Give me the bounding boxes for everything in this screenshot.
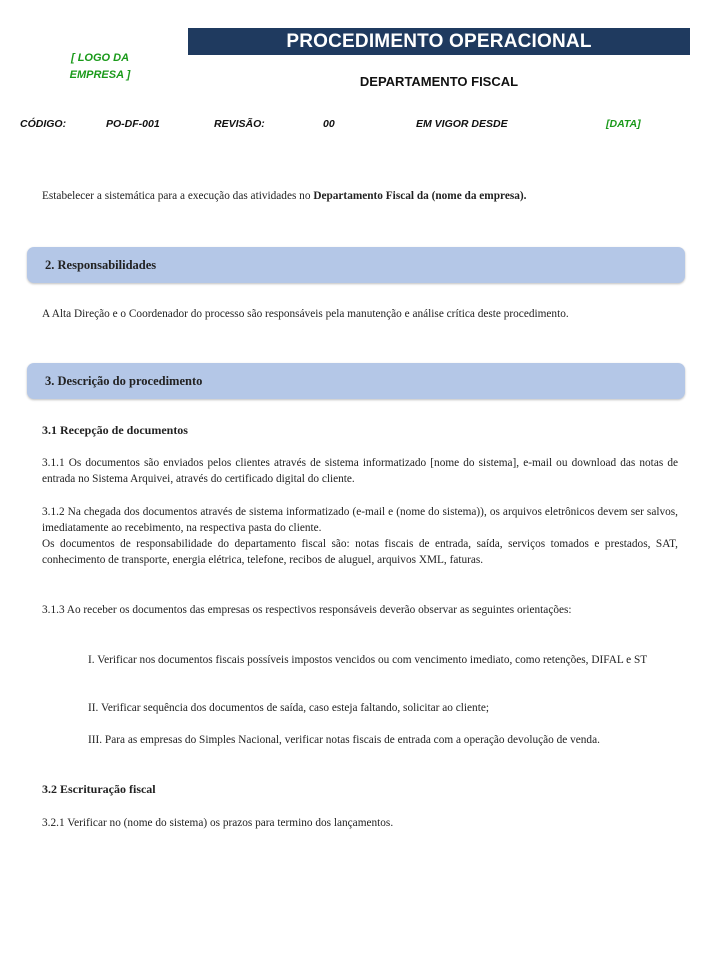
section-title: 3. Descrição do procedimento (45, 373, 203, 388)
list-item: I. Verificar nos documentos fiscais possíveis impostos vencidos ou com vencimento imediato, como retenções, DIFAL e ST (88, 654, 648, 666)
paragraph-3-1-3: 3.1.3 Ao receber os documentos das empresas os respectivos responsáveis deverão observar as seguintes orientações: (42, 604, 572, 616)
codigo-value: PO-DF-001 (106, 118, 160, 130)
document-title: PROCEDIMENTO OPERACIONAL (188, 28, 690, 55)
vigor-label: EM VIGOR DESDE (416, 118, 508, 130)
document-meta-row (0, 118, 720, 134)
paragraph-3-1-2-documents: Os documentos de responsabilidade do departamento fiscal são: notas fiscais de entrada, saída, serviços tomados e prestados, SAT, conhecimento de transporte, energia elétrica, telefone, recibos de aluguel, arquivos XML, faturas. (42, 538, 678, 566)
paragraph-3-1-1: 3.1.1 Os documentos são enviados pelos clientes através de sistema informatizado [nome do sistema], e-mail ou download das notas de entrada no Sistema Arquivei, através do certificado digital do cliente. (42, 457, 678, 485)
subsection-escrituracao-title: 3.2 Escrituração fiscal (42, 782, 156, 796)
revisao-value: 00 (323, 118, 335, 130)
objective-text-bold: Departamento Fiscal da (nome da empresa). (313, 190, 527, 202)
section-descricao-header (27, 363, 685, 399)
responsabilidades-paragraph: A Alta Direção e o Coordenador do processo são responsáveis pela manutenção e análise crítica deste procedimento. (42, 308, 569, 320)
paragraph-3-1-2: 3.1.2 Na chegada dos documentos através de sistema informatizado (e-mail e (nome do sistema)), os arquivos eletrônicos devem ser salvos, imediatamente ao recebimento, na respectiva pasta do cliente. (42, 506, 678, 534)
list-item: III. Para as empresas do Simples Nacional, verificar notas fiscais de entrada com a operação devolução de venda. (88, 734, 600, 746)
section-title: 2. Responsabilidades (45, 257, 157, 272)
revisao-label: REVISÃO: (214, 118, 265, 130)
subsection-recepcao-title: 3.1 Recepção de documentos (42, 423, 188, 437)
objective-paragraph (42, 188, 678, 204)
codigo-label: CÓDIGO: (20, 118, 67, 130)
paragraph-3-2-1: 3.2.1 Verificar no (nome do sistema) os prazos para termino dos lançamentos. (42, 817, 394, 829)
vigor-value: [DATA] (606, 118, 641, 130)
department-name: DEPARTAMENTO FISCAL (359, 74, 519, 89)
logo-line-1: [ LOGO DA (70, 52, 130, 64)
objective-text: Estabelecer a sistemática para a execução das atividades no (42, 190, 314, 202)
logo-line-2: EMPRESA ] (69, 69, 131, 81)
section-responsabilidades-header (27, 247, 685, 283)
company-logo-placeholder (60, 50, 140, 84)
list-item: II. Verificar sequência dos documentos de saída, caso esteja faltando, solicitar ao cliente; (88, 702, 489, 714)
